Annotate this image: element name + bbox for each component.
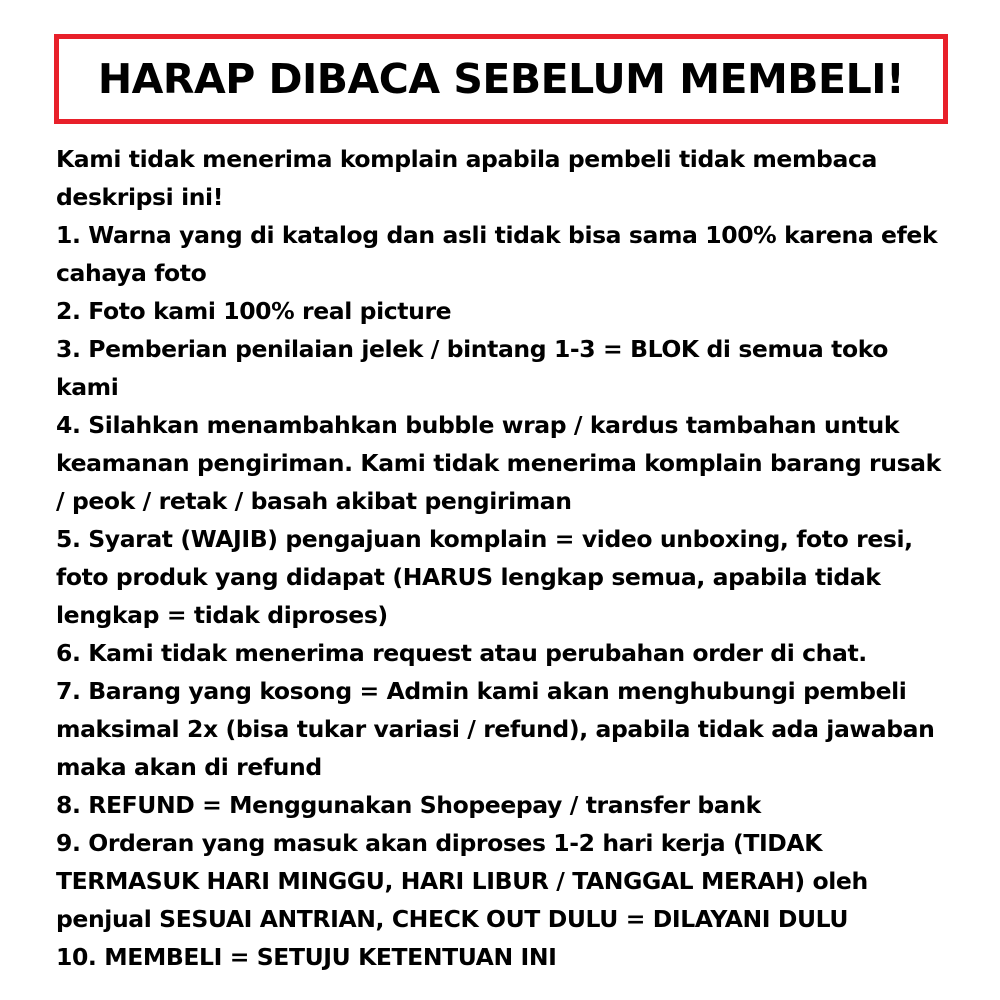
rule-item-2: 2. Foto kami 100% real picture [56, 297, 452, 325]
notice-title: HARAP DIBACA SEBELUM MEMBELI! [97, 55, 905, 103]
rule-item-5: 5. Syarat (WAJIB) pengajuan komplain = video unboxing, foto resi, foto produk yang didapat (HARUS lengkap semua, apabila tidak lengkap = tidak diproses) [56, 525, 913, 629]
rule-item-1: 1. Warna yang di katalog dan asli tidak bisa sama 100% karena efek cahaya foto [56, 221, 938, 287]
intro-text: Kami tidak menerima komplain apabila pembeli tidak membaca deskripsi ini! [56, 145, 877, 211]
notice-header-box [54, 34, 948, 124]
rule-item-3: 3. Pemberian penilaian jelek / bintang 1-3 = BLOK di semua toko kami [56, 335, 889, 401]
rule-item-6: 6. Kami tidak menerima request atau perubahan order di chat. [56, 639, 867, 667]
rule-item-10: 10. MEMBELI = SETUJU KETENTUAN INI [56, 943, 557, 971]
rule-item-9: 9. Orderan yang masuk akan diproses 1-2 hari kerja (TIDAK TERMASUK HARI MINGGU, HARI LIBUR / TANGGAL MERAH) oleh penjual SESUAI ANTRIAN, CHECK OUT DULU = DILAYANI DULU [56, 829, 868, 933]
rule-item-7: 7. Barang yang kosong = Admin kami akan menghubungi pembeli maksimal 2x (bisa tukar variasi / refund), apabila tidak ada jawaban maka akan di refund [56, 677, 935, 781]
rule-item-4: 4. Silahkan menambahkan bubble wrap / kardus tambahan untuk keamanan pengiriman. Kami tidak menerima komplain barang rusak / peok / retak / basah akibat pengiriman [56, 411, 941, 515]
rules-content [56, 140, 956, 976]
rule-item-8: 8. REFUND = Menggunakan Shopeepay / transfer bank [56, 791, 761, 819]
